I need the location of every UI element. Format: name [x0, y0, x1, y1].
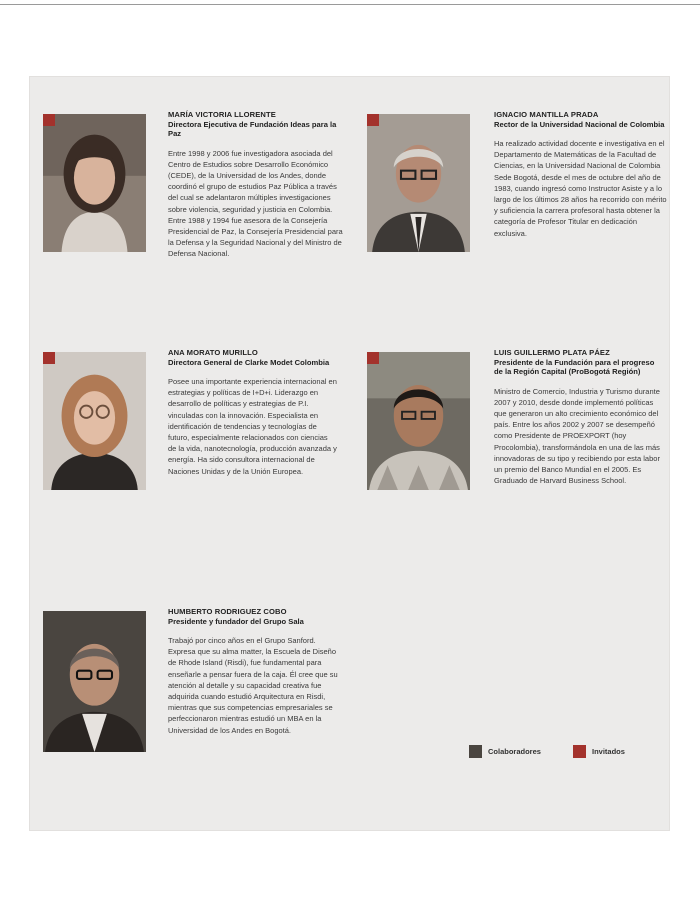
collaborator-marker	[43, 611, 55, 623]
legend-collaborators	[469, 745, 541, 758]
person-name: ANA MORATO MURILLO	[168, 348, 258, 357]
portrait-photo	[43, 114, 146, 252]
portrait-man-icon	[367, 114, 470, 252]
person-role: Presidente de la Fundación para el progreso de la Región Capital (ProBogotá Región)	[494, 357, 655, 376]
person-role: Directora Ejecutiva de Fundación Ideas para la Paz	[168, 119, 337, 138]
guest-marker	[367, 352, 379, 364]
profile-text	[168, 110, 343, 260]
portrait-photo	[43, 352, 146, 490]
profile-text	[168, 607, 338, 736]
profile-text	[494, 348, 664, 486]
guest-marker	[367, 114, 379, 126]
person-bio: Entre 1998 y 2006 fue investigadora asociada del Centro de Estudios sobre Desarrollo Económico (CEDE), de la Universidad de los Andes, donde coordinó el grupo de estudios Paz Pública a través del cual se adelantaron múltiples investigaciones sobre violencia, seguridad y justicia en Colombia. Entre 1988 y 1994 fue asesora de la Consejería Presidencial de Paz, la Consejería Presidencial para la Defensa y la Seguridad Nacional y del Ministro de Defensa Nacional.	[168, 148, 343, 259]
person-bio: Posee una importante experiencia internacional en estrategias y políticas de I+D+i. Liderazgo en desarrollo de políticas y estrategias de P.I. vinculadas con la innovación. Especialista en identificación de tendencias y tecnologías de futuro, especialmente relacionados con ciencias de la vida, nanotecnología, producción avanzada y energía. Ha sido consultora internacional de Naciones Unidas y de la Unión Europea.	[168, 377, 337, 476]
person-name: LUIS GUILLERMO PLATA PÁEZ	[494, 348, 610, 357]
person-role: Rector de la Universidad Nacional de Colombia	[494, 119, 665, 129]
portrait-man-icon	[367, 352, 470, 490]
person-role: Presidente y fundador del Grupo Sala	[168, 616, 304, 626]
person-name: MARÍA VICTORIA LLORENTE	[168, 110, 276, 119]
guest-marker	[43, 114, 55, 126]
portrait-photo	[43, 611, 146, 752]
profile-text	[168, 348, 338, 477]
portrait-woman-icon	[43, 114, 146, 252]
person-name: HUMBERTO RODRIGUEZ COBO	[168, 607, 287, 616]
profile-text	[494, 110, 670, 239]
legend-guests-label: Invitados	[592, 747, 625, 756]
legend-guests	[573, 745, 625, 758]
guests-swatch	[573, 745, 586, 758]
portrait-photo	[367, 114, 470, 252]
person-bio: Trabajó por cinco años en el Grupo Sanford. Expresa que su alma matter, la Escuela de Diseño de Rhode Island (Risdi), fue fundamental para enseñarle a pensar fuera de la caja. Él cree que su atención al detalle y su capacidad creativa fue adquirida cuando estudió Arquitectura en Risdi, mientras que sus competencias empresariales se perfeccionaron mientras estudió un MBA en la Universidad de los Andes en Bogotá.	[168, 636, 338, 735]
top-rule	[0, 4, 700, 5]
portrait-photo	[367, 352, 470, 490]
legend-collaborators-label: Colaboradores	[488, 747, 541, 756]
person-bio: Ha realizado actividad docente e investigativa en el Departamento de Matemáticas de la Facultad de Ciencias, en la Universidad Nacional de Colombia Sede Bogotá, desde el mes de octubre del año de 1983, cuando ingresó como Instructor Asiste y a lo largo de los últimos 28 años ha recorrido con mérito y suficiencia la carrera profesoral hasta obtener la categoría de Profesor Titular en dedicación exclusiva.	[494, 139, 667, 238]
portrait-woman-icon	[43, 352, 146, 490]
person-name: IGNACIO MANTILLA PRADA	[494, 110, 599, 119]
person-role: Directora General de Clarke Modet Colombia	[168, 357, 330, 367]
page-sheet	[29, 76, 670, 831]
guest-marker	[43, 352, 55, 364]
person-bio: Ministro de Comercio, Industria y Turismo durante 2007 y 2010, desde donde implementó políticas que generaron un alto crecimiento económico del país. Entre los años 2002 y 2007 se desempeñó como Presidente de PROEXPORT (hoy Procolombia), transformándola en una de las más innovadoras de su tipo y recibiendo por esta labor un premio del Banco Mundial en el 2005. Es Graduado de Harvard Business School.	[494, 386, 660, 486]
portrait-man-icon	[43, 611, 146, 752]
collaborators-swatch	[469, 745, 482, 758]
